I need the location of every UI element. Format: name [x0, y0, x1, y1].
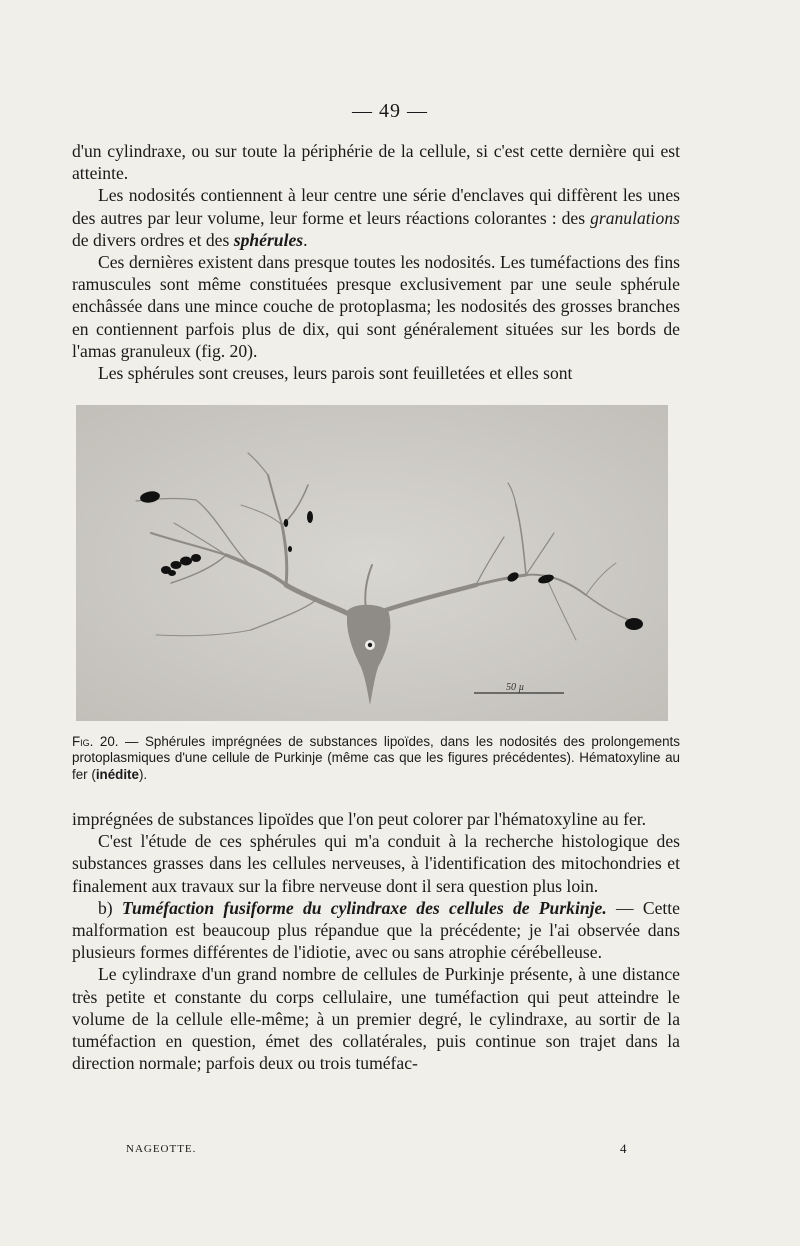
page-number: — 49 —: [352, 100, 428, 122]
footer-signature: 4: [620, 1141, 627, 1156]
paragraph: Les sphérules sont creuses, leurs parois sont feuilletées et elles sont: [98, 363, 573, 384]
text-block-bottom: [72, 808, 680, 1074]
nucleolus: [368, 643, 372, 647]
scale-bar-label: 50 µ: [506, 682, 525, 693]
text-block-top: [72, 140, 680, 384]
paragraph-text: Les nodosités contiennent à leur centre une série d'enclaves qui diffèrent les unes des autres par leur volume, leur forme et leurs réactions colorantes : des: [72, 185, 680, 228]
caption-end: ).: [138, 766, 148, 782]
figure-caption: [72, 734, 680, 783]
caption-label: Fig. 20.: [72, 734, 119, 749]
paragraph-text: — Cette malformation est beaucoup plus répandue que la précédente; je l'ai observée dans plusieurs formes différentes de l'idiotie, avec ou sans atrophie cérébelleuse.: [72, 897, 680, 963]
caption-text: — Sphérules imprégnées de substances lipoïdes, dans les nodosités des prolongements protoplasmiques d'une cellule de Purkinje (même cas que les figures précédentes). Hématoxyline au fer (: [72, 734, 680, 782]
paragraph: C'est l'étude de ces sphérules qui m'a conduit à la recherche histologique des substances grasses dans les cellules nerveuses, à l'identification des mitochondries et finalement aux travaux sur la fibre nerveuse dont il sera question plus loin.: [72, 831, 680, 896]
paragraph: imprégnées de substances lipoïdes que l'on peut colorer par l'hématoxyline au fer.: [72, 809, 647, 829]
term-spherules: sphérules: [233, 229, 304, 250]
section-prefix: b): [98, 897, 122, 918]
footer-author: NAGEOTTE.: [126, 1143, 197, 1155]
paragraph-text: .: [303, 229, 308, 250]
paragraph-text: de divers ordres et des: [72, 229, 234, 250]
paragraph: [72, 897, 680, 964]
paragraph: d'un cylindraxe, ou sur toute la périphérie de la cellule, si c'est cette dernière qui est atteinte.: [72, 141, 680, 184]
purkinje-cell-illustration: [76, 405, 668, 721]
section-title: Tuméfaction fusiforme du cylindraxe des cellules de Purkinje.: [121, 897, 607, 918]
term-granulations: granulations: [590, 207, 680, 228]
paragraph: Ces dernières existent dans presque toutes les nodosités. Les tuméfactions des fins ramuscules sont même constituées presque exclusivement par une seule sphérule enchâssée dans une mince couche de protoplasma; les nodosités des grosses branches en contiennent parfois plus de dix, qui sont généralement situées sur les bords de l'amas granuleux (fig. 20).: [72, 252, 680, 361]
caption-bold: inédite: [95, 766, 139, 782]
figure-20-micrograph: [76, 405, 668, 721]
paragraph: [72, 184, 680, 251]
paragraph: Le cylindraxe d'un grand nombre de cellules de Purkinje présente, à une distance très petite et constante du corps cellulaire, une tuméfaction qui peut atteindre le volume de la cellule elle-même; à un premier degré, le cylindraxe, au sortir de la tuméfaction en question, émet des collatérales, puis continue son trajet dans la direction normale; parfois deux ou trois tuméfac-: [72, 964, 680, 1074]
